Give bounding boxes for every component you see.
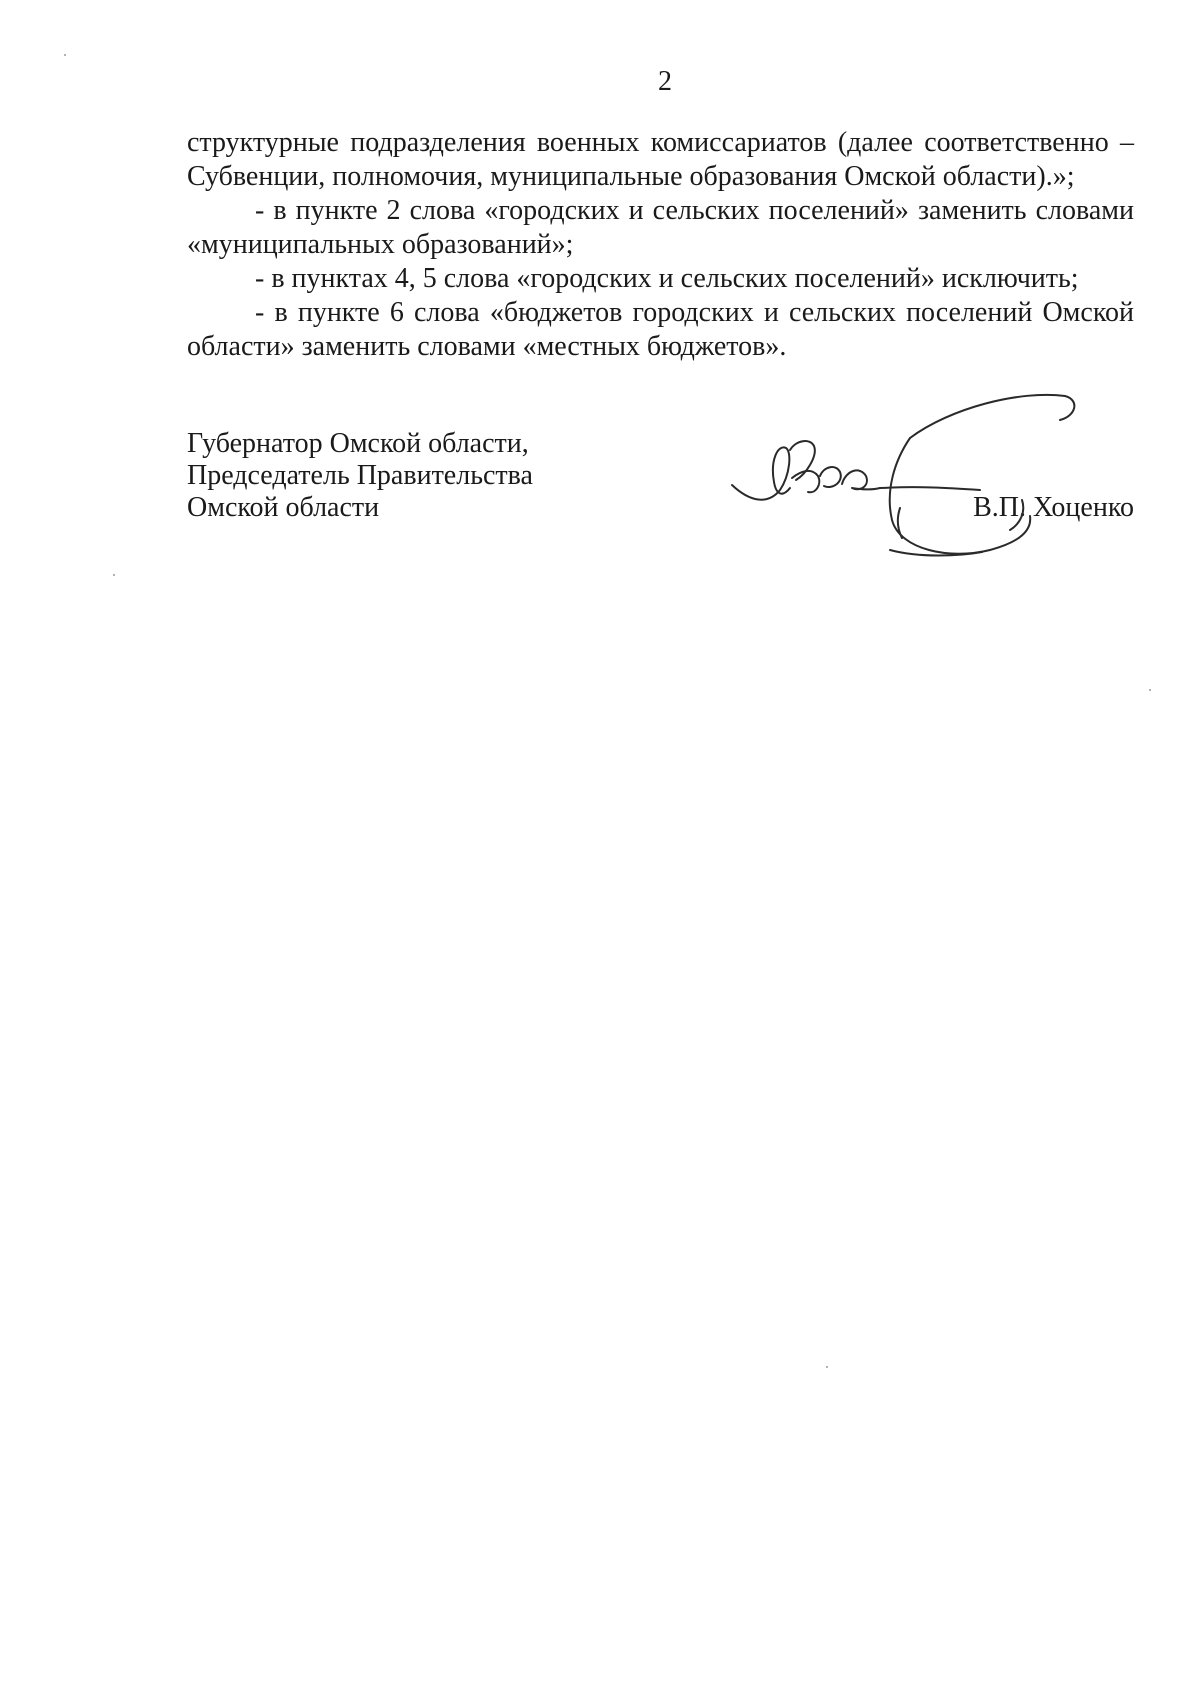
page-number: 2 bbox=[658, 66, 672, 97]
paragraph-4: - в пункте 6 слова «бюджетов городских и сельских поселений Омской области» заменить словами «местных бюджетов». bbox=[187, 297, 1134, 362]
paragraph-1: структурные подразделения военных комиссариатов (далее соответственно – Субвенции, полномочия, муниципальные образования Омской области).»; bbox=[187, 127, 1134, 192]
position-line-3: Омской области bbox=[187, 492, 380, 523]
position-line-1: Губернатор Омской области, bbox=[187, 428, 529, 459]
scan-speck bbox=[113, 574, 115, 576]
signatory-name: В.П. Хоценко bbox=[973, 492, 1134, 523]
signature-strokes bbox=[732, 395, 1074, 556]
handwritten-signature bbox=[720, 390, 1100, 580]
scan-speck bbox=[64, 54, 66, 56]
scan-speck bbox=[1149, 689, 1151, 691]
signatory-position bbox=[187, 428, 533, 524]
document-body bbox=[187, 126, 1134, 364]
paragraph-2: - в пункте 2 слова «городских и сельских поселений» заменить словами «муниципальных образований»; bbox=[187, 195, 1134, 260]
paragraph-3: - в пунктах 4, 5 слова «городских и сельских поселений» исключить; bbox=[255, 263, 1079, 294]
scan-speck bbox=[826, 1366, 828, 1368]
position-line-2: Председатель Правительства bbox=[187, 460, 533, 491]
